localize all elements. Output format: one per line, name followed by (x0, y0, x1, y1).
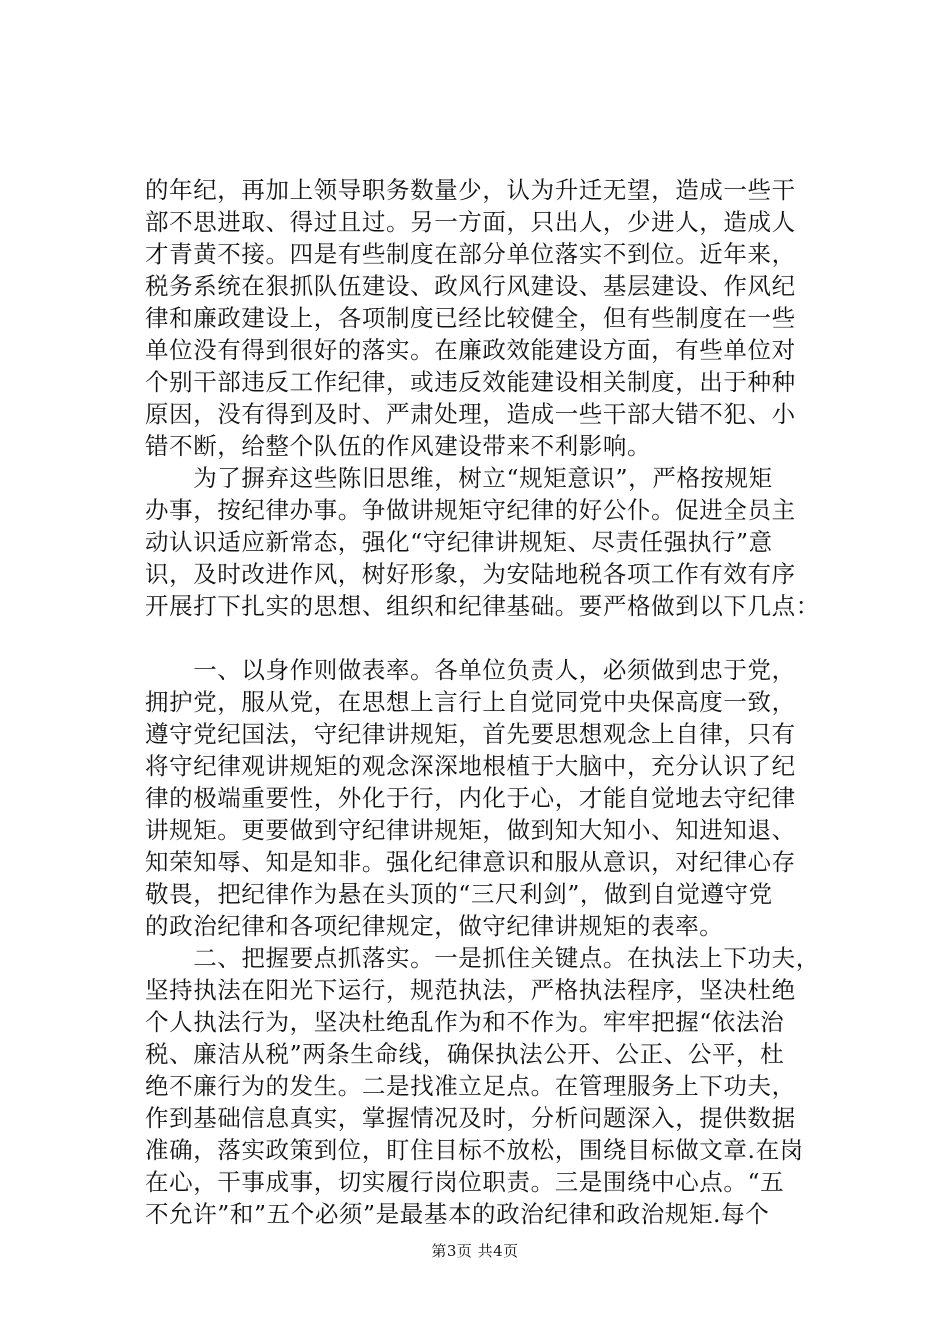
text-line: 税务系统在狠抓队伍建设、政风行风建设、基层建设、作风纪 (145, 272, 796, 300)
text-line: 拥护党，服从党，在思想上言行上自觉同党中央保高度一致， (145, 688, 796, 716)
text-line: 个人执法行为，坚决杜绝乱作为和不作为。牢牢把握“依法治 (145, 1008, 785, 1036)
text-line: 税、廉洁从税”两条生命线，确保执法公开、公正、公平，杜 (145, 1040, 785, 1068)
text-line: 才青黄不接。四是有些制度在部分单位落实不到位。近年来， (145, 240, 796, 268)
body-text (145, 174, 825, 1230)
text-line: 绝不廉行为的发生。二是找准立足点。在管理服务上下功夫， (145, 1072, 796, 1100)
text-line: 办事，按纪律办事。争做讲规矩守纪律的好公仆。促进全员主 (145, 496, 796, 524)
text-line: 遵守党纪国法，守纪律讲规矩，首先要思想观念上自律，只有 (145, 720, 796, 748)
text-line: 坚持执法在阳光下运行，规范执法，严格执法程序，坚决杜绝 (145, 976, 796, 1004)
text-line: 二、把握要点抓落实。一是抓住关键点。在执法上下功夫， (145, 944, 820, 972)
text-line: 部不思进取、得过且过。另一方面，只出人，少进人，造成人 (145, 208, 796, 236)
text-line: 单位没有得到很好的落实。在廉政效能建设方面，有些单位对 (145, 336, 796, 364)
text-line: 律的极端重要性，外化于行，内化于心，才能自觉地去守纪律 (145, 784, 796, 812)
text-line: 为了摒弃这些陈旧思维，树立“规矩意识”，严格按规矩 (145, 464, 773, 492)
text-line: 的年纪，再加上领导职务数量少，认为升迁无望，造成一些干 (145, 176, 796, 204)
text-line: 律和廉政建设上，各项制度已经比较健全，但有些制度在一些 (145, 304, 796, 332)
text-line: 知荣知辱、知是知非。强化纪律意识和服从意识，对纪律心存 (145, 848, 796, 876)
text-line: 开展打下扎实的思想、组织和纪律基础。要严格做到以下几点： (145, 592, 820, 620)
text-line: 的政治纪律和各项纪律规定，做守纪律讲规矩的表率。 (145, 912, 724, 940)
text-line: 个别干部违反工作纪律，或违反效能建设相关制度，出于种种 (145, 368, 796, 396)
text-line: 准确，落实政策到位，盯住目标不放松，围绕目标做文章.在岗 (145, 1136, 804, 1164)
text-line: 一、以身作则做表率。各单位负责人，必须做到忠于党， (145, 656, 796, 684)
text-line: 不允许”和”五个必须”是最基本的政治纪律和政治规矩.每个 (145, 1200, 770, 1228)
text-line: 将守纪律观讲规矩的观念深深地根植于大脑中，充分认识了纪 (145, 752, 796, 780)
text-line: 在心，干事成事，切实履行岗位职责。三是围绕中心点。“五 (145, 1168, 785, 1196)
page-footer: 第3页 共4页 (431, 1242, 519, 1260)
text-line: 作到基础信息真实，掌握情况及时，分析问题深入，提供数据 (145, 1104, 796, 1132)
text-line: 错不断，给整个队伍的作风建设带来不利影响。 (145, 432, 652, 460)
text-line: 动认识适应新常态，强化“守纪律讲规矩、尽责任强执行”意 (145, 528, 773, 556)
paragraph-gap (145, 622, 825, 654)
text-line: 原因，没有得到及时、严肃处理，造成一些干部大错不犯、小 (145, 400, 796, 428)
text-line: 识，及时改进作风，树好形象，为安陆地税各项工作有效有序 (145, 560, 796, 588)
text-line: 敬畏，把纪律作为悬在头顶的“三尺利剑”，做到自觉遵守党 (145, 880, 773, 908)
text-line: 讲规矩。更要做到守纪律讲规矩，做到知大知小、知进知退、 (145, 816, 796, 844)
